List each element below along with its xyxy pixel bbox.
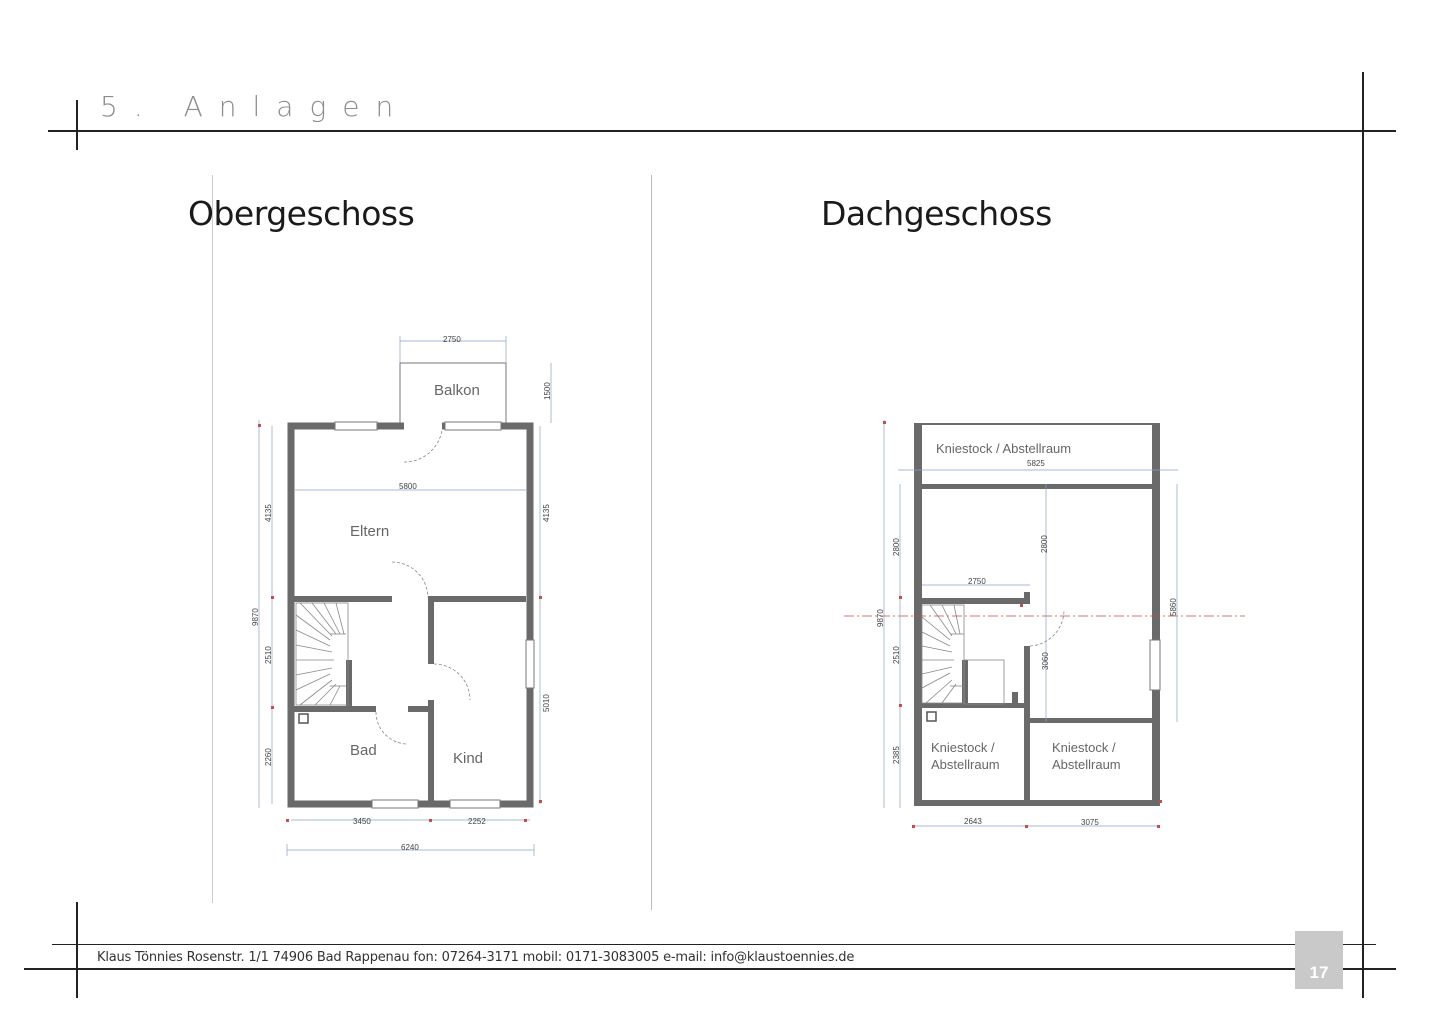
dachgeschoss-title: Dachgeschoss (821, 194, 1052, 233)
og-wall (294, 596, 392, 602)
og-wall (428, 596, 526, 602)
dim-top: 2750 (443, 335, 461, 344)
og-wall (428, 596, 434, 664)
dg-window (1150, 640, 1160, 690)
dim-bottom-right: 2252 (468, 817, 486, 826)
dim-bottom-right: 3075 (1081, 818, 1099, 827)
room-label-kniestock-right-2: Abstellraum (1052, 757, 1121, 772)
page-number: 17 (1309, 963, 1329, 982)
dim-left-upper: 4135 (264, 504, 273, 522)
dim-bottom-left: 2643 (964, 817, 982, 826)
dg-chimney (927, 712, 936, 721)
og-window (526, 640, 534, 688)
og-door-opening (404, 422, 442, 430)
dim-right-lower: 5010 (542, 694, 551, 712)
dachgeschoss-plan (844, 420, 1245, 828)
dim-left-upper: 2800 (892, 538, 901, 556)
dg-wall (1024, 646, 1030, 806)
dg-door-swing (1030, 610, 1064, 646)
dim-left-total: 9870 (251, 608, 260, 626)
obergeschoss-plan (251, 335, 552, 856)
room-label-eltern: Eltern (350, 523, 390, 540)
obergeschoss-title: Obergeschoss (188, 194, 415, 233)
og-chimney (299, 714, 308, 723)
section-heading: 5. Anlagen (100, 90, 410, 123)
dg-wall (914, 800, 1160, 806)
dg-wall (1152, 423, 1160, 806)
dim-stair-width: 2750 (968, 577, 986, 586)
footer-contact: Klaus Tönnies Rosenstr. 1/1 74906 Bad Rappenau fon: 07264-3171 mobil: 0171-3083005 e-mail: info@klaustoennies.de (97, 950, 855, 965)
room-label-balkon: Balkon (434, 382, 480, 399)
og-stairs (296, 603, 348, 705)
room-label-kind: Kind (453, 750, 484, 767)
dim-left-total: 9870 (876, 609, 885, 627)
dg-wall (920, 598, 1030, 604)
dim-balkon-depth: 1500 (543, 382, 552, 400)
dg-dimension-lines (884, 420, 1178, 826)
og-wall (408, 706, 432, 712)
room-label-kniestock-left-2: Abstellraum (931, 757, 1000, 772)
og-wall (346, 660, 352, 710)
page-number-box (1295, 931, 1343, 989)
dg-kniestock-wall (922, 484, 1152, 489)
og-window (372, 800, 418, 808)
room-label-kniestock-left-1: Kniestock / (931, 740, 995, 755)
og-wall (428, 700, 434, 804)
dim-left-lower: 2385 (892, 746, 901, 764)
room-label-bad: Bad (350, 742, 377, 759)
og-wall (294, 706, 376, 712)
dg-wall (914, 423, 1160, 425)
dim-inner-upper: 2800 (1040, 535, 1049, 553)
dim-inner-mid: 3060 (1041, 652, 1050, 670)
dim-left-lower: 2260 (264, 748, 273, 766)
dg-wall (962, 660, 968, 706)
dim-bottom-total: 6240 (401, 843, 419, 852)
og-window (445, 422, 501, 430)
dg-wall (1024, 592, 1030, 604)
dim-inner-width: 5825 (1027, 459, 1045, 468)
og-window (450, 800, 500, 808)
dim-right: 5860 (1169, 598, 1178, 616)
dg-wall (1028, 718, 1154, 723)
dg-wall (914, 423, 922, 806)
room-label-kniestock-right-1: Kniestock / (1052, 740, 1116, 755)
dim-right-upper: 4135 (542, 504, 551, 522)
dg-wall (1012, 692, 1018, 706)
dim-left-mid: 2510 (892, 646, 901, 664)
og-door-swings (376, 430, 470, 744)
dim-bottom-left: 3450 (353, 817, 371, 826)
dim-eltern-width: 5800 (399, 482, 417, 491)
room-label-kniestock-top: Kniestock / Abstellraum (936, 441, 1072, 456)
dim-left-mid: 2510 (264, 646, 273, 664)
og-window (335, 422, 377, 430)
